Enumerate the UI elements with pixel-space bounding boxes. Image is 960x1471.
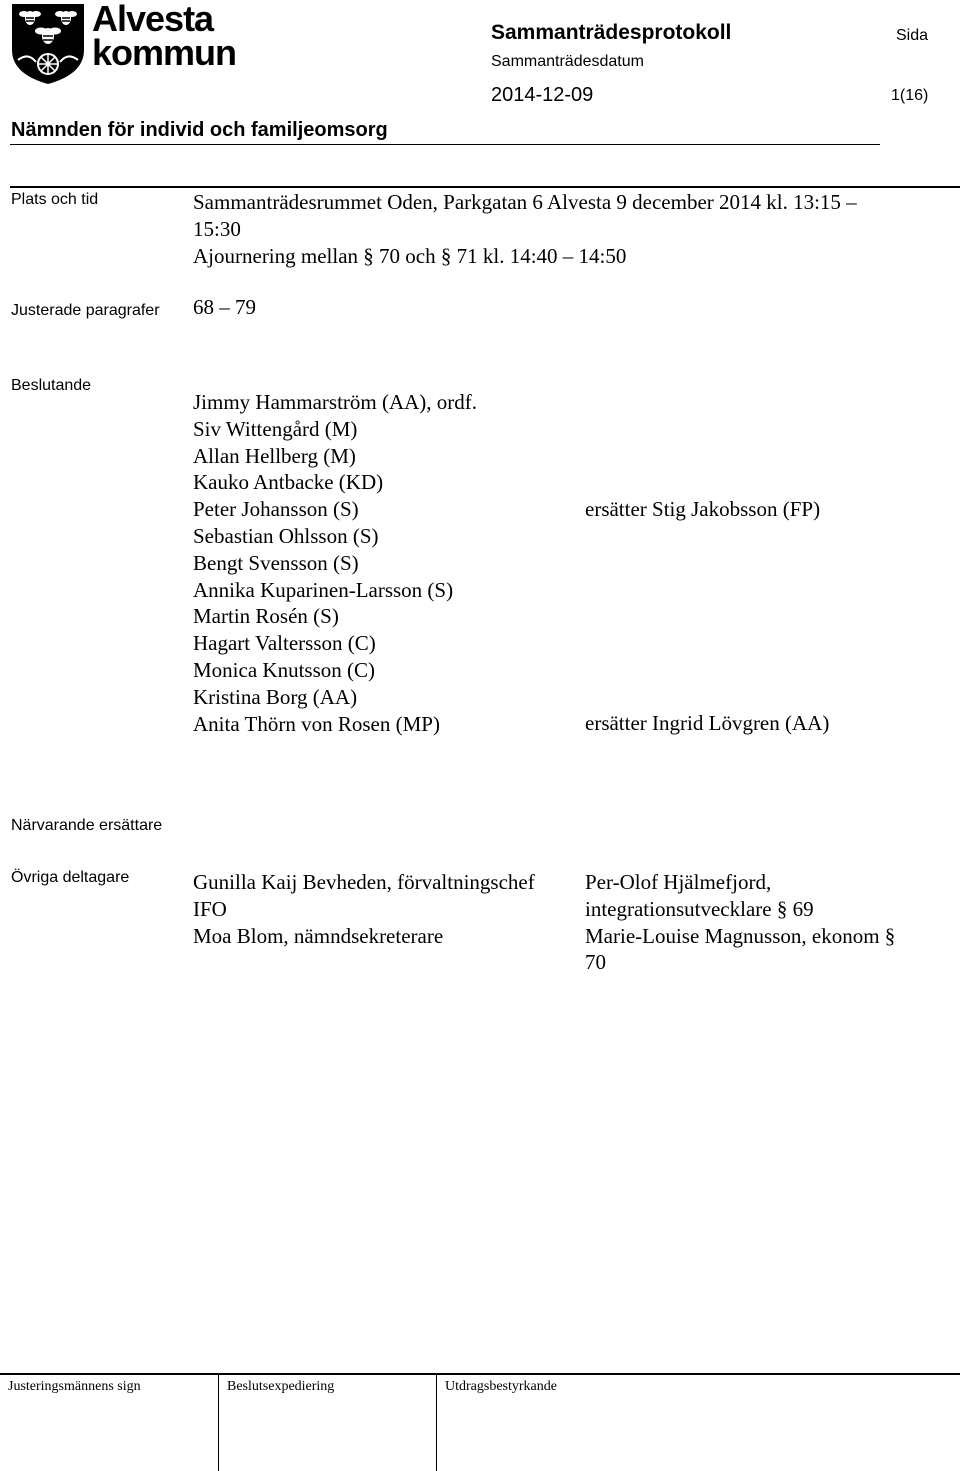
sign-label: Justeringsmännens sign <box>8 1379 141 1394</box>
participant-line: Gunilla Kaij Bevheden, förvaltningschef <box>193 870 535 894</box>
participant-line: integrationsutvecklare § 69 <box>585 896 814 921</box>
participant-line: Moa Blom, nämndsekreterare <box>193 923 444 948</box>
others-column-2 <box>585 869 895 976</box>
member-item: Kristina Borg (AA) <box>193 684 358 709</box>
signature-table <box>0 1373 960 1471</box>
logo-text-line1: Alvesta <box>92 0 214 39</box>
deciding-label: Beslutande <box>11 377 92 394</box>
committee-name: Nämnden för individ och familjeomsorg <box>11 119 388 141</box>
participant-line: IFO <box>193 896 227 921</box>
header-divider <box>10 144 880 145</box>
logo-text-line2: kommun <box>92 32 237 73</box>
dispatch-label: Beslutsexpediering <box>227 1379 335 1394</box>
place-time-line: Sammanträdesrummet Oden, Parkgatan 6 Alvesta 9 december 2014 kl. 13:15 – <box>193 190 857 214</box>
extract-label: Utdragsbestyrkande <box>445 1379 557 1394</box>
sign-cell-dispatch[interactable] <box>218 1375 437 1471</box>
sign-cell-extract[interactable] <box>436 1375 960 1471</box>
alvesta-crest-icon <box>10 2 86 86</box>
meeting-date: 2014-12-09 <box>491 84 594 106</box>
member-item: Monica Knutsson (C) <box>193 657 375 682</box>
participant-line: Marie-Louise Magnusson, ekonom § <box>585 923 896 948</box>
member-item: Martin Rosén (S) <box>193 604 339 629</box>
participant-line: Per-Olof Hjälmefjord, <box>585 870 772 894</box>
member-item: Sebastian Ohlsson (S) <box>193 523 379 548</box>
deciding-members <box>193 389 477 737</box>
member-item: Kauko Antbacke (KD) <box>193 470 384 495</box>
paragraphs-label: Justerade paragrafer <box>11 302 160 319</box>
member-item: Peter Johansson (S) <box>193 497 359 522</box>
others-label: Övriga deltagare <box>11 869 130 886</box>
page-number: 1(16) <box>891 87 929 104</box>
replacement-note: ersätter Stig Jakobsson (FP) <box>585 497 821 521</box>
member-item: Annika Kuparinen-Larsson (S) <box>193 577 454 602</box>
place-time-value <box>193 189 857 269</box>
sign-cell-justering[interactable] <box>0 1375 218 1471</box>
document-title: Sammanträdesprotokoll <box>491 21 732 44</box>
logo-wordmark <box>92 0 237 73</box>
member-item: Siv Wittengård (M) <box>193 416 358 441</box>
member-item: Anita Thörn von Rosen (MP) <box>193 711 440 736</box>
substitutes-label: Närvarande ersättare <box>11 817 163 834</box>
participant-line: 70 <box>585 950 606 975</box>
member-item: Hagart Valtersson (C) <box>193 631 376 656</box>
page-label: Sida <box>896 27 929 44</box>
replacement-note: ersätter Ingrid Lövgren (AA) <box>585 711 830 735</box>
paragraphs-value: 68 – 79 <box>193 295 256 319</box>
place-time-label: Plats och tid <box>11 191 99 208</box>
member-item: Bengt Svensson (S) <box>193 550 359 575</box>
date-label: Sammanträdesdatum <box>491 53 644 70</box>
place-time-line: 15:30 <box>193 216 241 241</box>
section-divider <box>10 186 960 188</box>
member-item: Allan Hellberg (M) <box>193 443 356 468</box>
others-column-1 <box>193 869 535 949</box>
member-item: Jimmy Hammarström (AA), ordf. <box>193 390 478 414</box>
place-time-line: Ajournering mellan § 70 och § 71 kl. 14:40 – 14:50 <box>193 243 627 268</box>
